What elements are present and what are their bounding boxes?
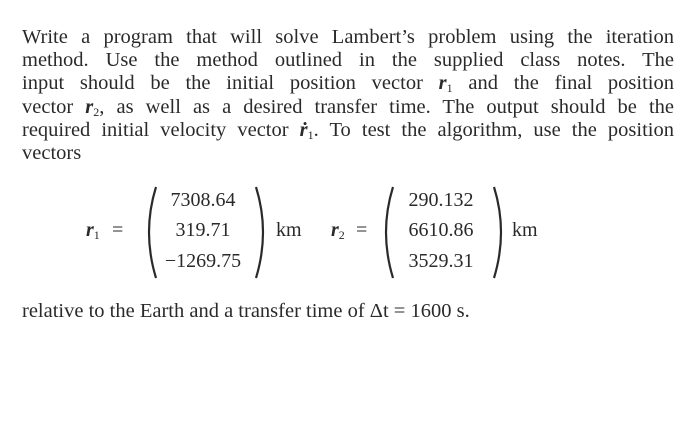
r2-unit: km	[512, 219, 538, 241]
r1-y: 319.71	[175, 219, 231, 241]
text-line: method. Use the method outlined in the supplied class notes. The	[22, 49, 674, 71]
r2-symbol: $r_2$	[85, 96, 100, 119]
r2-x: 290.132	[408, 189, 474, 211]
text: vector	[22, 96, 74, 118]
r2-label: $r_2$	[331, 219, 345, 242]
r1-x: 7308.64	[170, 189, 236, 211]
r2-z: 3529.31	[408, 250, 474, 272]
equals-sign: =	[356, 219, 368, 241]
text: required initial velocity vector	[22, 119, 289, 141]
r2-y: 6610.86	[408, 219, 474, 241]
r1-unit: km	[276, 219, 302, 241]
right-paren	[252, 185, 272, 280]
r1-symbol: $r_1$	[438, 72, 453, 95]
text: and the final position	[468, 72, 674, 94]
equals-sign: =	[112, 219, 124, 241]
text: , as well as a desired transfer time. The output should be the	[99, 96, 674, 118]
r1-label: $r_1$	[86, 219, 100, 242]
text-line: vectors	[22, 142, 82, 164]
text: . To test the algorithm, use the position	[313, 119, 674, 141]
text: input should be the initial position vector	[22, 72, 423, 94]
right-paren	[490, 185, 510, 280]
text-line: Write a program that will solve Lambert’s problem using the iteration	[22, 26, 674, 48]
closing-text: relative to the Earth and a transfer time of Δt = 1600 s.	[22, 300, 470, 322]
r1-z: −1269.75	[164, 250, 242, 272]
r1dot-symbol: ṙ$_1$	[299, 119, 314, 142]
